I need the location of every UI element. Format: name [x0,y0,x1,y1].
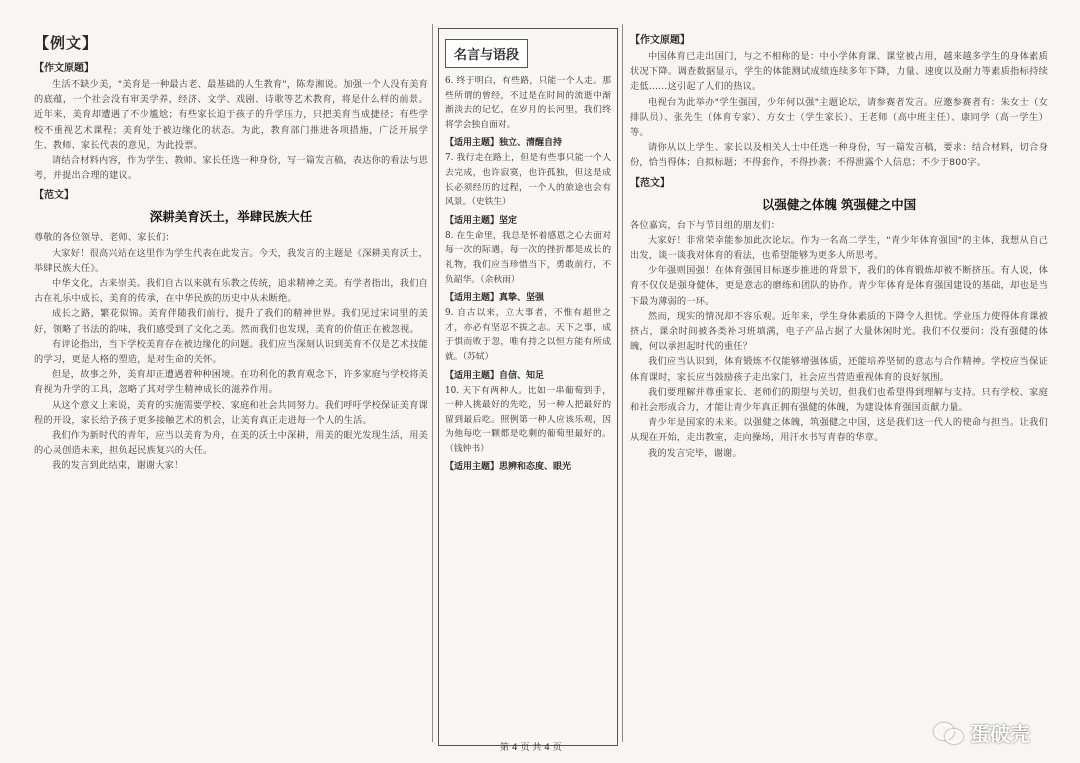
essay-paragraph: 有评论指出，当下学校美育存在被边缘化的问题。我们应当深刻认识到美育不仅是艺术技能的学习，更是人格的塑造，是对生命的关怀。 [34,338,428,366]
essay-paragraph: 成长之路，繁花似锦。美育伴随我们前行，提升了我们的精神世界。我们见过宋词里的美好，领略了书法的韵味，我们感受到了文化之美。然而我们也发现，美育的价值正在被忽视。 [34,308,428,335]
quotes-title-box: 名言与语段 [445,39,528,68]
quote-theme-tag: 【适用主题】思辨和态度、眼光 [445,462,572,473]
prompt-tag: 【作文原题】 [34,63,94,74]
prompt-tag: 【作文原题】 [630,35,690,46]
prompt-paragraph: 请结合材料内容，作为学生、教师、家长任选一种身份，写一篇发言稿，表达你的看法与思考，并提出合理的建议。 [34,155,428,182]
right-column [630,28,1048,738]
quote-text: 6. 终于明白，有些路，只能一个人走。那些所谓的曾经，不过是在时间的流逝中渐渐淡去的记忆，在岁月的长河里，我们终将学会独自面对。 [445,76,611,130]
salutation: 各位嘉宾，台下与节目组的朋友们： [630,219,781,231]
essay-paragraph: 中华文化，古来崇美。我们自古以来就有乐教之传统，追求精神之美。有学者指出，我们自古在礼乐中成长，美育的传承，在中华民族的历史中从未断绝。 [34,278,428,305]
essay-paragraph: 少年强则国强！在体育强国目标逐步推进的背景下，我们的体育锻炼却被不断挤压。有人说，体育不仅仅是强身健体，更是意志的磨练和团队的协作。青少年体育是体育强国建设的基础，却也是当下最为薄弱的一环。 [630,265,1048,307]
quotes-column [438,28,618,746]
watermark [934,718,1030,747]
prompt-paragraph: 生活不缺少美，"美育是一种最古老、最基础的人生教育"，陈寿湘说。加强一个人没有美育的底蕴，一个社会没有审美学养，经济、文学、戏剧、诗歌等艺术教育，将是什么样的前景。近年来，美育却遭遇了不少尴尬；有些家长迫于孩子的升学压力，只把美育当成捷径；有些学校不重视艺术课程；美育处于被边缘化的状态。为此，教育部门推进各项措施，广泛开展学生、教师、家长代表的意见，为此投票。 [34,79,428,151]
quote-text: 10. 天下有两种人。比如一串葡萄到手，一种人挑最好的先吃，另一种人把最好的留到最后吃。照例第一种人应该乐观，因为他每吃一颗都是吃剩的葡萄里最好的。（钱钟书） [445,385,611,454]
quote-theme-tag: 【适用主题】自信、知足 [445,370,545,381]
essay-paragraph: 我们作为新时代的青年，应当以美育为舟，在美的沃土中深耕，用美的眼光发现生活，用美的心灵创造未来，担负起民族复兴的大任。 [34,430,428,457]
essay-paragraph: 我们应当认识到，体育锻炼不仅能够增强体质，还能培养坚韧的意志与合作精神。学校应当保证体育课时，家长应当鼓励孩子走出家门，社会应当营造重视体育的良好氛围。 [630,356,1048,383]
prompt-paragraph: 中国体育已走出国门，与之不相称的是：中小学体育课、课堂被占用，越来越多学生的身体素质状况下降。调查数据显示，学生的体能测试成绩连续多年下降，力量、速度以及耐力等素质指标持续走低……这引起了人们的热议。 [630,51,1048,93]
essay-paragraph: 青少年是国家的未来。以强健之体魄，筑强健之中国，这是我们这一代人的使命与担当。让我们从现在开始，走出教室，走向操场，用汗水书写青春的华章。 [630,417,1048,444]
quote-theme-tag: 【适用主题】坚定 [445,215,518,226]
essay-paragraph: 我的发言到此结束，谢谢大家！ [52,460,184,472]
prompt-paragraph: 请你从以上学生、家长以及相关人士中任选一种身份，写一篇发言稿，要求：结合材料，切合身份，恰当得体；自拟标题；不得套作，不得抄袭；不得泄露个人信息；不少于800字。 [630,142,1048,169]
left-column [34,28,428,738]
essay-paragraph: 但是，故事之外，美育却正遭遇着种种困境。在功利化的教育观念下，许多家庭与学校将美育视为升学的工具，忽略了其对学生精神成长的滋养作用。 [34,369,428,396]
quote-theme-tag: 【适用主题】真挚、坚强 [445,293,545,304]
quote-text: 9. 自古以来，立大事者，不惟有超世之才，亦必有坚忍不拔之志。天下之事，成于惧而败于忽，唯有持之以恒方能有所成就。（苏轼） [445,308,611,362]
essay-paragraph: 我的发言完毕，谢谢。 [648,447,742,459]
salutation: 尊敬的各位领导、老师、家长们： [34,232,175,244]
section-heading: 【例文】 [34,34,99,52]
quote-text: 8. 在生命里，我总是怀着感恩之心去面对每一次的际遇，每一次的挫折都是成长的礼物，我们应当珍惜当下，勇敢前行，不负韶华。（余秋雨） [445,230,611,285]
essay-title: 以强健之体魄 筑强健之中国 [761,196,917,212]
model-tag: 【范文】 [34,190,74,202]
page-footer: 第 4 页 共 4 页 [500,743,562,753]
essay-paragraph: 大家好！很高兴站在这里作为学生代表在此发言。今天，我发言的主题是《深耕美育沃土，举肆民族大任》。 [34,247,428,274]
watermark-text: 蛋破壳 [970,722,1030,746]
column-divider [432,24,433,742]
quote-theme-tag: 【适用主题】独立、清醒自持 [445,138,563,149]
quote-text: 7. 我行走在路上，但是有些事只能一个人去完成，也许寂寞，也许孤独，但这是成长必须经历的过程，一个人的旅途也会有风景。（史铁生） [445,153,611,208]
model-tag: 【范文】 [630,177,670,189]
column-divider [622,24,623,742]
essay-paragraph: 我们要理解并尊重家长、老师们的期望与关切，但我们也希望得到理解与支持。只有学校、家庭和社会形成合力，才能让青少年真正拥有强健的体魄，为建设体育强国贡献力量。 [630,386,1048,414]
essay-paragraph: 然而，现实的情况却不容乐观。近年来，学生身体素质的下降令人担忧。学业压力使得体育课被挤占，课余时间被各类补习班填满，电子产品占据了大量休闲时光。我们不仅要问：没有强健的体魄，何以承担起时代的重任？ [630,310,1048,353]
prompt-paragraph: 电视台为此举办"学生强国，少年何以强"主题论坛，请参赛者发言。应邀参赛者有：朱女士（女排队员）、张先生（体育专家）、方女士（学生家长）、王老师（高中班主任）、康同学（高一学生）等。 [630,96,1048,139]
essay-title: 深耕美育沃土，举肆民族大任 [149,209,313,225]
wechat-icon [934,721,964,745]
essay-paragraph: 大家好！非常荣幸能参加此次论坛。作为一名高二学生，"青少年体育强国"的主体，我想从自己出发，谈一谈我对体育的看法，也希望能够为更多人所思考。 [630,234,1048,262]
essay-paragraph: 从这个意义上来说，美育的实施需要学校、家庭和社会共同努力。我们呼吁学校保证美育课程的开设，家长给予孩子更多接触艺术的机会，让美育真正走进每一个人的生活。 [34,399,428,426]
